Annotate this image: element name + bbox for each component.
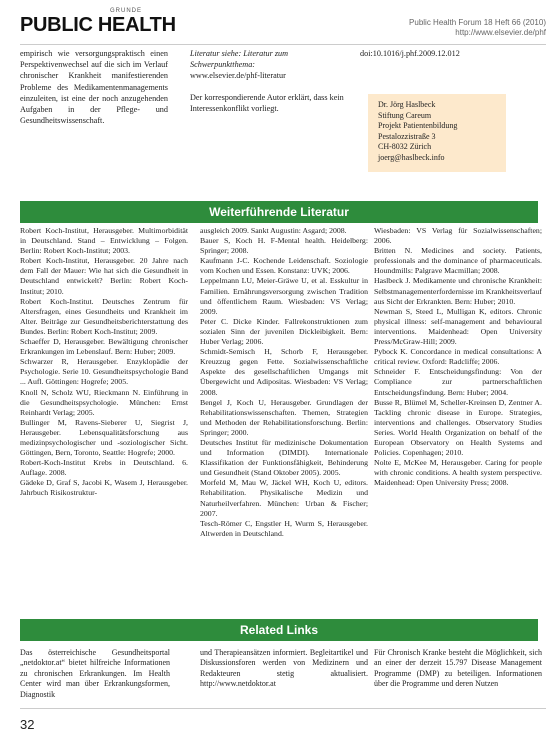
author-street: Pestalozzistraße 3 — [378, 131, 436, 141]
reference-item: Britten N. Medicines and society. Patients, professionals and the dominance of pharmaceuticals. Houndmills: Palgrave Macmillan; 2008. — [374, 246, 542, 276]
author-project: Projekt Patientenbildung — [378, 121, 458, 131]
reference-item: Robert Koch-Institut. Deutsches Zentrum für Altersfragen, eines Gesundheits und Krankheit im Alter. Beiträge zur Gesundheitsberichterstattung des Bundes. Berlin: Robert Koch-Institut; 2009. — [20, 296, 188, 336]
article-text-column-3 — [360, 48, 540, 59]
reference-item: Robert Koch-Institut, Herausgeber. 20 Jahre nach dem Fall der Mauer: Wie hat sich die Gesundheit in Deutschland entwickelt? Berlin: Robert Koch-Institut; 2010. — [20, 256, 188, 296]
article-text-column-1: empirisch wie versorgungspraktisch einen Perspektivenwechsel auf die sich im Verlauf chronischer Krankheit manifestierenden Probleme des Medikamentenmanagements einzuleiten, ist eine der noch anzugehenden Aufgaben in der Pflege- und Gesundheitswissenschaft. — [20, 49, 168, 126]
reference-item: Newman S, Steed L, Mulligan K, editors. Chronic physical illness: self-management and behavioural interventions. Maidenhead: Open University Press/McGraw-Hill; 2009. — [374, 306, 542, 347]
conflict-statement: Der korrespondierende Autor erklärt, dass kein Interessenkonflikt vorliegt. — [190, 92, 344, 113]
journal-url[interactable]: http://www.elsevier.de/phf — [455, 28, 546, 37]
reference-item: Bullinger M, Ravens-Sieberer U, Siegrist J, Herausgeber. Lebensqualitätsforschung aus medizinpsychologischer und -soziologischer Sicht. Göttingen, Bern, Toronto, Seattle: Hogrefe; 2000. — [20, 417, 188, 458]
reference-item: Tesch-Römer C, Engstler H, Wurm S, Herausgeber. Altwerden in Deutschland. — [200, 518, 368, 538]
author-name: Dr. Jörg Haslbeck — [378, 100, 436, 109]
article-text-column-2 — [190, 48, 350, 114]
reference-item: Schwarzer R, Herausgeber. Enzyklopädie der Psychologie. Serie 10. Gesundheitspsychologie Band ... Aufl. Göttingen: Hogrefe; 2005. — [20, 357, 188, 387]
literature-column-2 — [200, 226, 368, 539]
section-heading-further-literature: Weiterführende Literatur — [20, 201, 538, 223]
section-heading-related-links: Related Links — [20, 619, 538, 641]
literature-column-3 — [374, 226, 542, 488]
reference-item: Robert Koch-Institut, Herausgeber. Multimorbidität in Deutschland. Stand – Entwicklung – Folgen. Berlin: Robert Koch-Institut; 2003. — [20, 226, 188, 256]
journal-citation — [409, 18, 546, 38]
reference-item: Haslbeck J. Medikamente und chronische Krankheit: Selbstmanagementerfordernisse im Krankheitsverlauf aus Sicht der Erkrankten. Bern: Huber; 2010. — [374, 276, 543, 306]
author-address-box — [368, 94, 506, 172]
literature-note: Literatur siehe: Literatur zum Schwerpunktthema: — [190, 49, 289, 70]
journal-citation-line: Public Health Forum 18 Heft 66 (2010) — [409, 18, 546, 27]
reference-item: Pybock K. Concordance in medical consultations: A critical review. Oxford: Radcliffe; 2006. — [374, 347, 542, 367]
author-email[interactable]: joerg@haslbeck.info — [378, 152, 445, 162]
logo-subtitle: GRUNDE — [110, 8, 143, 14]
doi: doi:10.1016/j.phf.2009.12.012 — [360, 49, 460, 58]
reference-item: Busse R, Blümel M, Scheller-Kreinsen D, Zentner A. Tackling chronic disease in Europe. Strategies, interventions and challenges. Observatory Studies Series. World Health Organization on behalf of the European Observatory on Health Systems and Policies. Copenhagen; 2010. — [374, 397, 542, 458]
reference-item: Kaufmann J-C. Kochende Leidenschaft. Soziologie vom Kochen und Essen. Konstanz: UVK; 2006. — [200, 256, 368, 276]
reference-item: Schmidt-Semisch H, Schorb F, Herausgeber. Kreuzzug gegen Fette. Sozialwissenschaftliche Aspekte des gesellschaftlichen Umgangs mit Übergewicht und Adipositas. Wiesbaden: VS Verlag; 2008. — [200, 347, 368, 397]
reference-item: ausgleich 2009. Sankt Augustin: Asgard; 2008. — [200, 226, 347, 235]
literature-url[interactable]: www.elsevier.de/phf-literatur — [190, 71, 286, 81]
reference-item: Nolte E, McKee M, Herausgeber. Caring for people with chronic conditions. A health system perspective. Maidenhead: Open University Press; 2008. — [374, 458, 542, 488]
journal-logo: PUBLIC HEALTH — [20, 14, 176, 36]
reference-item: Gädeke D, Graf S, Jacobi K, Wasem J, Herausgeber. Jahrbuch Risikostruktur- — [20, 478, 188, 498]
page-number: 32 — [20, 717, 35, 732]
footer-divider — [20, 708, 546, 709]
reference-item: Bauer S, Koch H. F-Mental health. Heidelberg: Springer; 2008. — [200, 236, 368, 256]
related-links-column-2: und Therapieansätzen informiert. Begleitartikel und Diskussionsforen werden von Medizinern und Redakteuren stetig aktualisiert. http://www.netdoktor.at — [200, 648, 368, 689]
reference-item: Deutsches Institut für medizinische Dokumentation und Information (DIMDI). Internationale Klassifikation der Funktionsfähigkeit, Behinderung und Gesundheit (Stand Oktober 2005). 2005. — [200, 437, 368, 478]
reference-item: Morfeld M, Mau W, Jäckel WH, Koch U, editors. Rehabilitation. Physikalische Medizin und Naturheilverfahren. München: Urban & Fischer; 2007. — [200, 478, 368, 518]
author-city: CH-8032 Zürich — [378, 142, 432, 152]
author-org: Stiftung Careum — [378, 110, 432, 120]
reference-item: Wiesbaden: VS Verlag für Sozialwissenschaften; 2006. — [374, 226, 542, 246]
reference-item: Bengel J, Koch U, Herausgeber. Grundlagen der Rehabilitationswissenschaften. Themen, Strategien und Methoden der Rehabilitationsforschung. Berlin: Springer; 2000. — [200, 397, 368, 437]
reference-item: Schneider F. Entscheidungsfindung: Von der Compliance zur partnerschaftlichen Entscheidungsfindung. Bern: Huber; 2004. — [374, 367, 542, 397]
reference-item: Knoll N, Scholz WU, Rieckmann N. Einführung in die Gesundheitspsychologie. München: Ernst Reinhardt Verlag; 2005. — [20, 387, 188, 417]
page-header — [0, 0, 558, 52]
related-links-column-1: Das österreichische Gesundheitsportal „netdoktor.at“ bietet hilfreiche Informationen zu chronischen Erkrankungen. Im Health Center wird man über Erkrankungsformen, Diagnostik — [20, 648, 170, 699]
header-divider — [20, 44, 546, 45]
reference-item: Leppelmann LU, Meier-Gräwe U, et al. Esskultur in Familien. Ernährungsversorgung zwischen Tradition und öffentlichem Raum. Wiesbaden: VS Verlag; 2009. — [200, 276, 368, 316]
related-links-column-3: Für Chronisch Kranke besteht die Möglichkeit, sich an einer der derzeit 15.797 Disease Management Programme (DMP) zu beteiligen. Informationen über die Programme und deren Nutzen — [374, 648, 542, 689]
reference-item: Schaeffer D, Herausgeber. Bewältigung chronischer Erkrankungen im Lebenslauf. Bern: Huber; 2009. — [20, 337, 188, 357]
literature-column-1 — [20, 226, 188, 499]
reference-item: Robert-Koch-Institut Krebs in Deutschland. 6. Auflage. 2008. — [20, 458, 188, 478]
reference-item: Peter C. Dicke Kinder. Fallrekonstruktionen zum sozialen Sinn der juvenilen Dickleibigkeit. Bern: Huber Verlag; 2006. — [200, 316, 368, 347]
